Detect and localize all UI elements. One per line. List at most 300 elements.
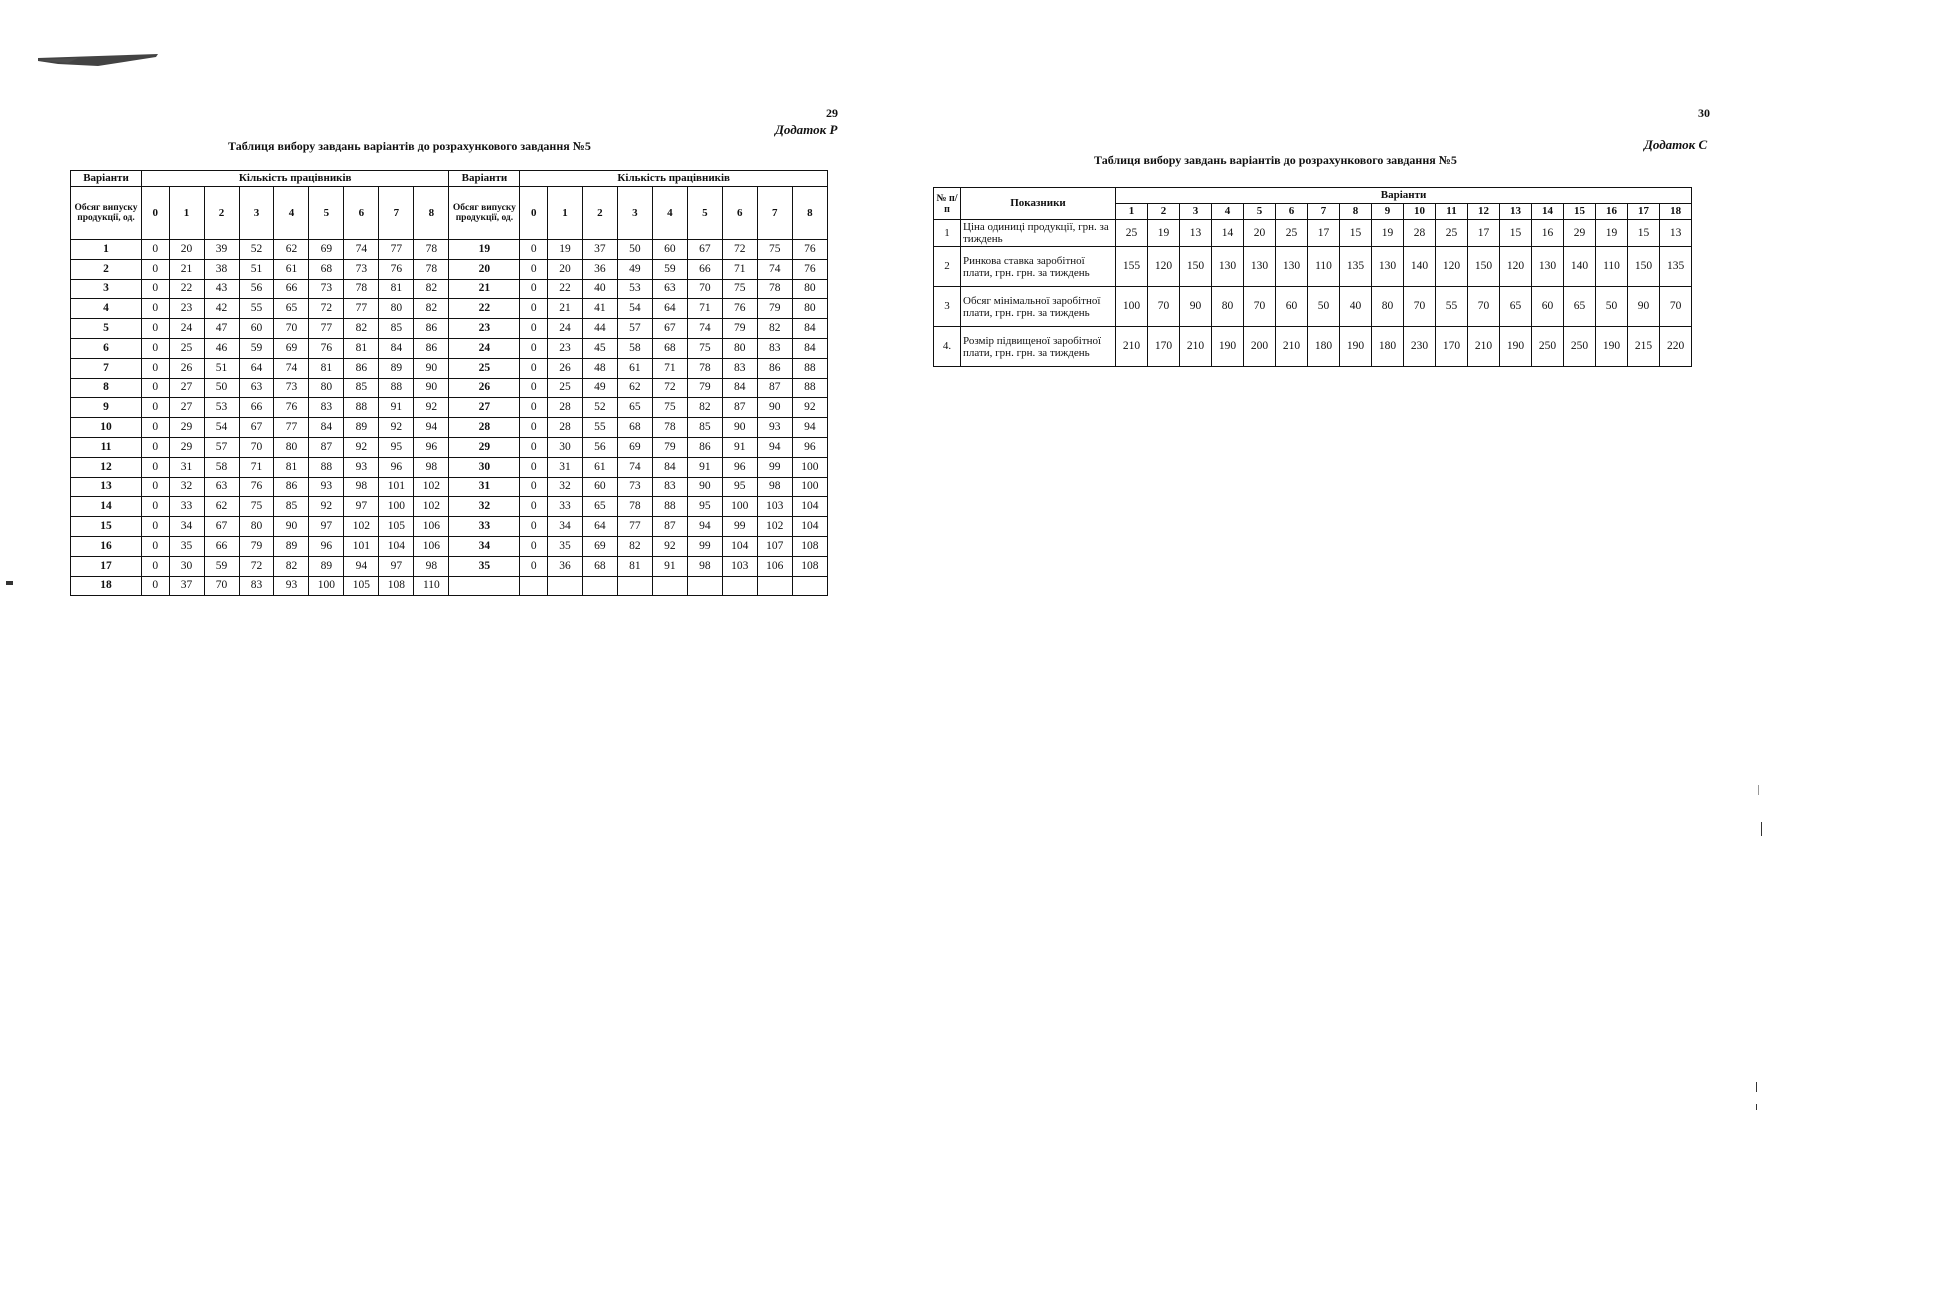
output-value-cell: 67 xyxy=(204,517,239,537)
output-value-cell: 98 xyxy=(414,457,449,477)
output-value-cell: 78 xyxy=(687,358,722,378)
indicator-value-cell: 140 xyxy=(1404,247,1436,287)
output-value-cell: 61 xyxy=(617,358,652,378)
variant-column-header: 7 xyxy=(1308,204,1340,220)
output-value-cell xyxy=(652,576,687,596)
output-value-cell: 0 xyxy=(520,299,548,319)
indicator-value-cell: 135 xyxy=(1660,247,1692,287)
output-value-cell: 22 xyxy=(169,279,204,299)
output-value-cell: 67 xyxy=(239,418,274,438)
output-value-cell: 0 xyxy=(142,437,170,457)
output-value-cell: 76 xyxy=(274,398,309,418)
output-value-cell: 67 xyxy=(652,319,687,339)
output-value-cell: 78 xyxy=(652,418,687,438)
output-value-cell: 0 xyxy=(142,319,170,339)
variant-column-header: 3 xyxy=(1180,204,1212,220)
output-value-cell: 102 xyxy=(414,497,449,517)
indicator-value-cell: 16 xyxy=(1532,220,1564,247)
output-value-cell: 94 xyxy=(792,418,827,438)
output-value-cell: 100 xyxy=(792,457,827,477)
output-value-cell: 28 xyxy=(547,418,582,438)
wage-indicators-table-body xyxy=(934,220,1692,367)
output-value-cell: 97 xyxy=(309,517,344,537)
output-value-cell: 0 xyxy=(142,477,170,497)
output-value-cell: 81 xyxy=(379,279,414,299)
output-value-cell: 0 xyxy=(142,279,170,299)
output-value-cell: 88 xyxy=(309,457,344,477)
output-value-cell: 90 xyxy=(414,378,449,398)
output-value-cell: 0 xyxy=(142,517,170,537)
output-value-cell: 110 xyxy=(414,576,449,596)
output-value-cell: 92 xyxy=(792,398,827,418)
variant-column-header: 12 xyxy=(1468,204,1500,220)
output-value-cell: 76 xyxy=(379,259,414,279)
output-value-cell: 31 xyxy=(169,457,204,477)
col-header: 2 xyxy=(582,187,617,240)
variant-number-cell: 30 xyxy=(449,457,520,477)
output-value-cell: 56 xyxy=(582,437,617,457)
output-value-cell: 99 xyxy=(722,517,757,537)
output-value-cell: 0 xyxy=(520,457,548,477)
output-value-cell: 58 xyxy=(204,457,239,477)
output-value-cell: 70 xyxy=(687,279,722,299)
output-value-cell: 28 xyxy=(547,398,582,418)
variant-column-header: 17 xyxy=(1628,204,1660,220)
table-header-row xyxy=(934,188,1692,204)
output-value-cell: 106 xyxy=(414,536,449,556)
output-value-cell: 57 xyxy=(617,319,652,339)
variant-number-cell: 1 xyxy=(71,240,142,260)
table-row xyxy=(71,457,828,477)
output-value-cell: 34 xyxy=(169,517,204,537)
indicator-value-cell: 110 xyxy=(1596,247,1628,287)
output-value-cell: 71 xyxy=(687,299,722,319)
output-value-cell: 30 xyxy=(547,437,582,457)
output-value-cell: 84 xyxy=(309,418,344,438)
output-value-cell: 0 xyxy=(142,536,170,556)
output-value-cell: 71 xyxy=(722,259,757,279)
indicator-value-cell: 190 xyxy=(1212,327,1244,367)
output-value-cell: 37 xyxy=(582,240,617,260)
output-value-cell: 39 xyxy=(204,240,239,260)
variant-number-cell: 14 xyxy=(71,497,142,517)
output-value-cell: 64 xyxy=(652,299,687,319)
output-value-cell: 78 xyxy=(757,279,792,299)
variant-number-cell: 28 xyxy=(449,418,520,438)
output-value-cell: 70 xyxy=(274,319,309,339)
output-value-cell: 52 xyxy=(239,240,274,260)
table-row xyxy=(934,220,1692,247)
output-value-cell: 41 xyxy=(582,299,617,319)
output-value-cell: 108 xyxy=(792,556,827,576)
indicator-value-cell: 13 xyxy=(1180,220,1212,247)
col-header: 3 xyxy=(239,187,274,240)
output-value-cell: 25 xyxy=(547,378,582,398)
output-value-cell: 85 xyxy=(687,418,722,438)
output-value-cell: 59 xyxy=(652,259,687,279)
row-number-cell: 3 xyxy=(934,287,961,327)
output-value-cell: 96 xyxy=(379,457,414,477)
indicator-value-cell: 15 xyxy=(1340,220,1372,247)
scan-mark xyxy=(1756,1104,1757,1110)
indicator-value-cell: 40 xyxy=(1340,287,1372,327)
table-title-left: Таблиця вибору завдань варіантів до розрахункового завдання №5 xyxy=(228,139,591,153)
output-value-cell: 46 xyxy=(204,338,239,358)
output-value-cell: 106 xyxy=(757,556,792,576)
indicator-value-cell: 190 xyxy=(1596,327,1628,367)
row-number-cell: 4. xyxy=(934,327,961,367)
indicator-value-cell: 65 xyxy=(1500,287,1532,327)
output-value-cell: 104 xyxy=(722,536,757,556)
variant-number-cell: 12 xyxy=(71,457,142,477)
indicator-value-cell: 215 xyxy=(1628,327,1660,367)
output-value-cell: 72 xyxy=(309,299,344,319)
output-value-cell: 94 xyxy=(344,556,379,576)
output-value-cell: 83 xyxy=(652,477,687,497)
col-header: 1 xyxy=(547,187,582,240)
indicator-value-cell: 17 xyxy=(1468,220,1500,247)
indicator-value-cell: 250 xyxy=(1532,327,1564,367)
output-value-cell: 0 xyxy=(520,319,548,339)
output-value-cell: 102 xyxy=(414,477,449,497)
output-value-cell: 42 xyxy=(204,299,239,319)
output-value-cell: 94 xyxy=(687,517,722,537)
output-value-cell: 76 xyxy=(309,338,344,358)
indicator-value-cell: 80 xyxy=(1372,287,1404,327)
indicator-label-cell: Ціна одиниці продукції, грн. за тиждень xyxy=(961,220,1116,247)
output-value-cell: 68 xyxy=(652,338,687,358)
output-value-cell: 35 xyxy=(169,536,204,556)
output-value-cell: 78 xyxy=(344,279,379,299)
col-header: 4 xyxy=(274,187,309,240)
output-value-cell: 90 xyxy=(414,358,449,378)
output-value-cell: 62 xyxy=(204,497,239,517)
output-value-cell: 84 xyxy=(652,457,687,477)
output-value-cell: 0 xyxy=(142,497,170,517)
output-value-cell: 75 xyxy=(687,338,722,358)
output-value-cell: 99 xyxy=(757,457,792,477)
indicator-value-cell: 140 xyxy=(1564,247,1596,287)
output-value-cell: 87 xyxy=(757,378,792,398)
output-value-cell: 68 xyxy=(309,259,344,279)
variant-number-cell: 11 xyxy=(71,437,142,457)
variant-number-cell: 7 xyxy=(71,358,142,378)
output-value-cell: 91 xyxy=(379,398,414,418)
output-value-cell: 54 xyxy=(204,418,239,438)
output-value-cell: 60 xyxy=(582,477,617,497)
output-value-cell: 80 xyxy=(274,437,309,457)
output-value-cell: 31 xyxy=(547,457,582,477)
output-value-cell: 94 xyxy=(757,437,792,457)
output-value-cell: 81 xyxy=(344,338,379,358)
output-value-cell: 66 xyxy=(204,536,239,556)
output-value-cell: 79 xyxy=(757,299,792,319)
indicator-value-cell: 130 xyxy=(1372,247,1404,287)
output-value-cell: 89 xyxy=(344,418,379,438)
output-value-cell: 85 xyxy=(379,319,414,339)
indicator-value-cell: 210 xyxy=(1468,327,1500,367)
indicator-value-cell: 70 xyxy=(1244,287,1276,327)
indicator-value-cell: 110 xyxy=(1308,247,1340,287)
output-value-cell: 98 xyxy=(687,556,722,576)
output-value-cell: 97 xyxy=(344,497,379,517)
indicator-label-cell: Розмір підвищеної заробітної плати, грн. грн. за тиждень xyxy=(961,327,1116,367)
output-value-cell: 0 xyxy=(520,240,548,260)
indicator-value-cell: 170 xyxy=(1436,327,1468,367)
indicator-value-cell: 135 xyxy=(1340,247,1372,287)
output-value-cell: 0 xyxy=(520,477,548,497)
output-value-cell: 27 xyxy=(169,398,204,418)
output-value-cell: 97 xyxy=(379,556,414,576)
output-value-cell: 70 xyxy=(239,437,274,457)
variant-number-cell: 10 xyxy=(71,418,142,438)
variant-number-cell: 27 xyxy=(449,398,520,418)
output-value-cell: 105 xyxy=(379,517,414,537)
output-value-cell: 88 xyxy=(792,378,827,398)
indicator-value-cell: 25 xyxy=(1116,220,1148,247)
output-value-cell: 68 xyxy=(582,556,617,576)
variant-number-cell: 8 xyxy=(71,378,142,398)
variant-column-header: 14 xyxy=(1532,204,1564,220)
indicator-value-cell: 25 xyxy=(1276,220,1308,247)
variant-number-cell: 32 xyxy=(449,497,520,517)
output-volume-header: Обсяг випуску продукції, од. xyxy=(71,187,142,240)
output-value-cell xyxy=(582,576,617,596)
output-value-cell: 72 xyxy=(652,378,687,398)
output-value-cell: 82 xyxy=(414,279,449,299)
output-value-cell: 68 xyxy=(617,418,652,438)
output-value-cell: 82 xyxy=(617,536,652,556)
output-value-cell: 0 xyxy=(142,398,170,418)
indicator-value-cell: 90 xyxy=(1180,287,1212,327)
variant-number-cell: 13 xyxy=(71,477,142,497)
output-value-cell: 95 xyxy=(379,437,414,457)
output-value-cell: 55 xyxy=(582,418,617,438)
output-value-cell: 75 xyxy=(652,398,687,418)
output-value-cell: 87 xyxy=(309,437,344,457)
indicator-value-cell: 65 xyxy=(1564,287,1596,327)
output-value-cell: 38 xyxy=(204,259,239,279)
variant-column-header: 1 xyxy=(1116,204,1148,220)
output-value-cell: 26 xyxy=(547,358,582,378)
output-value-cell: 22 xyxy=(547,279,582,299)
col-header: 7 xyxy=(379,187,414,240)
output-value-cell: 86 xyxy=(344,358,379,378)
output-value-cell: 23 xyxy=(169,299,204,319)
output-value-cell: 65 xyxy=(582,497,617,517)
output-value-cell: 19 xyxy=(547,240,582,260)
indicator-value-cell: 210 xyxy=(1276,327,1308,367)
output-value-cell: 89 xyxy=(309,556,344,576)
output-value-cell: 72 xyxy=(239,556,274,576)
output-value-cell: 77 xyxy=(379,240,414,260)
indicator-value-cell: 13 xyxy=(1660,220,1692,247)
table-row xyxy=(71,418,828,438)
output-value-cell: 67 xyxy=(687,240,722,260)
indicators-header: Показники xyxy=(961,188,1116,220)
output-value-cell: 78 xyxy=(617,497,652,517)
output-value-cell: 88 xyxy=(379,378,414,398)
output-value-cell xyxy=(757,576,792,596)
output-value-cell: 75 xyxy=(722,279,757,299)
variants-header: Варіанти xyxy=(71,171,142,187)
output-value-cell: 73 xyxy=(617,477,652,497)
variant-column-header: 8 xyxy=(1340,204,1372,220)
output-value-cell: 69 xyxy=(582,536,617,556)
output-value-cell: 81 xyxy=(274,457,309,477)
indicator-value-cell: 70 xyxy=(1468,287,1500,327)
output-value-cell: 29 xyxy=(169,437,204,457)
output-value-cell: 99 xyxy=(687,536,722,556)
output-value-cell: 90 xyxy=(274,517,309,537)
worker-output-table-body xyxy=(71,240,828,596)
output-value-cell: 0 xyxy=(520,279,548,299)
variant-number-cell: 3 xyxy=(71,279,142,299)
indicator-value-cell: 80 xyxy=(1212,287,1244,327)
output-value-cell: 24 xyxy=(169,319,204,339)
output-value-cell: 81 xyxy=(309,358,344,378)
table-row xyxy=(71,536,828,556)
output-value-cell: 0 xyxy=(520,556,548,576)
output-value-cell: 62 xyxy=(274,240,309,260)
output-value-cell: 0 xyxy=(142,259,170,279)
output-value-cell: 92 xyxy=(309,497,344,517)
col-header: 0 xyxy=(142,187,170,240)
output-value-cell: 103 xyxy=(722,556,757,576)
output-value-cell: 85 xyxy=(344,378,379,398)
output-value-cell: 86 xyxy=(687,437,722,457)
variant-column-header: 10 xyxy=(1404,204,1436,220)
indicator-value-cell: 70 xyxy=(1148,287,1180,327)
table-row xyxy=(934,327,1692,367)
indicator-value-cell: 17 xyxy=(1308,220,1340,247)
output-value-cell: 51 xyxy=(239,259,274,279)
indicator-value-cell: 250 xyxy=(1564,327,1596,367)
variant-column-header: 15 xyxy=(1564,204,1596,220)
output-value-cell: 79 xyxy=(239,536,274,556)
scan-mark xyxy=(1756,1082,1757,1092)
output-value-cell: 0 xyxy=(520,358,548,378)
scan-mark xyxy=(6,581,13,585)
output-value-cell: 103 xyxy=(757,497,792,517)
output-value-cell: 35 xyxy=(547,536,582,556)
table-row xyxy=(71,517,828,537)
output-value-cell: 83 xyxy=(722,358,757,378)
variant-number-cell: 34 xyxy=(449,536,520,556)
variant-number-cell: 35 xyxy=(449,556,520,576)
indicator-value-cell: 130 xyxy=(1276,247,1308,287)
table-row xyxy=(71,279,828,299)
output-value-cell: 77 xyxy=(274,418,309,438)
variant-number-cell: 29 xyxy=(449,437,520,457)
col-header: 7 xyxy=(757,187,792,240)
output-value-cell: 74 xyxy=(757,259,792,279)
indicator-value-cell: 60 xyxy=(1276,287,1308,327)
col-header: 6 xyxy=(344,187,379,240)
output-value-cell: 91 xyxy=(687,457,722,477)
output-value-cell: 0 xyxy=(142,418,170,438)
variant-number-cell: 22 xyxy=(449,299,520,319)
output-value-cell: 79 xyxy=(722,319,757,339)
variant-column-header: 4 xyxy=(1212,204,1244,220)
output-value-cell: 0 xyxy=(142,556,170,576)
variant-number-cell: 20 xyxy=(449,259,520,279)
output-value-cell: 43 xyxy=(204,279,239,299)
table-row xyxy=(71,338,828,358)
output-value-cell: 84 xyxy=(792,338,827,358)
col-header: 4 xyxy=(652,187,687,240)
col-header: 3 xyxy=(617,187,652,240)
output-value-cell xyxy=(687,576,722,596)
output-value-cell: 0 xyxy=(520,259,548,279)
col-header: 6 xyxy=(722,187,757,240)
output-value-cell: 74 xyxy=(344,240,379,260)
output-value-cell: 58 xyxy=(617,338,652,358)
appendix-label-right: Додаток С xyxy=(1644,137,1708,152)
output-value-cell: 79 xyxy=(687,378,722,398)
indicator-value-cell: 55 xyxy=(1436,287,1468,327)
output-value-cell: 74 xyxy=(617,457,652,477)
output-value-cell: 0 xyxy=(142,358,170,378)
output-value-cell: 95 xyxy=(722,477,757,497)
table-row xyxy=(71,299,828,319)
output-value-cell: 91 xyxy=(652,556,687,576)
output-value-cell: 0 xyxy=(520,378,548,398)
col-header: 8 xyxy=(792,187,827,240)
output-value-cell: 0 xyxy=(520,338,548,358)
output-value-cell: 20 xyxy=(547,259,582,279)
output-value-cell: 0 xyxy=(520,437,548,457)
output-value-cell: 69 xyxy=(309,240,344,260)
output-value-cell: 66 xyxy=(274,279,309,299)
indicator-value-cell: 19 xyxy=(1372,220,1404,247)
output-value-cell: 92 xyxy=(379,418,414,438)
output-value-cell: 79 xyxy=(652,437,687,457)
variant-number-cell: 17 xyxy=(71,556,142,576)
output-value-cell xyxy=(617,576,652,596)
output-value-cell: 100 xyxy=(309,576,344,596)
output-value-cell: 80 xyxy=(792,299,827,319)
output-value-cell: 49 xyxy=(582,378,617,398)
output-value-cell: 0 xyxy=(520,536,548,556)
indicator-value-cell: 130 xyxy=(1212,247,1244,287)
scan-mark xyxy=(1761,822,1762,836)
output-value-cell: 89 xyxy=(379,358,414,378)
output-value-cell: 23 xyxy=(547,338,582,358)
output-value-cell: 76 xyxy=(792,259,827,279)
output-value-cell: 102 xyxy=(757,517,792,537)
output-value-cell: 108 xyxy=(379,576,414,596)
table-row xyxy=(71,259,828,279)
output-value-cell: 100 xyxy=(379,497,414,517)
output-value-cell: 55 xyxy=(239,299,274,319)
output-value-cell: 90 xyxy=(757,398,792,418)
variant-number-cell: 6 xyxy=(71,338,142,358)
variant-column-header: 2 xyxy=(1148,204,1180,220)
output-value-cell: 93 xyxy=(274,576,309,596)
col-header: 1 xyxy=(169,187,204,240)
output-value-cell: 27 xyxy=(169,378,204,398)
variant-number-cell: 19 xyxy=(449,240,520,260)
output-value-cell: 33 xyxy=(169,497,204,517)
table-row xyxy=(934,287,1692,327)
output-value-cell: 108 xyxy=(792,536,827,556)
output-value-cell: 30 xyxy=(169,556,204,576)
output-value-cell: 34 xyxy=(547,517,582,537)
output-value-cell: 82 xyxy=(414,299,449,319)
output-value-cell: 78 xyxy=(414,259,449,279)
output-value-cell: 53 xyxy=(617,279,652,299)
